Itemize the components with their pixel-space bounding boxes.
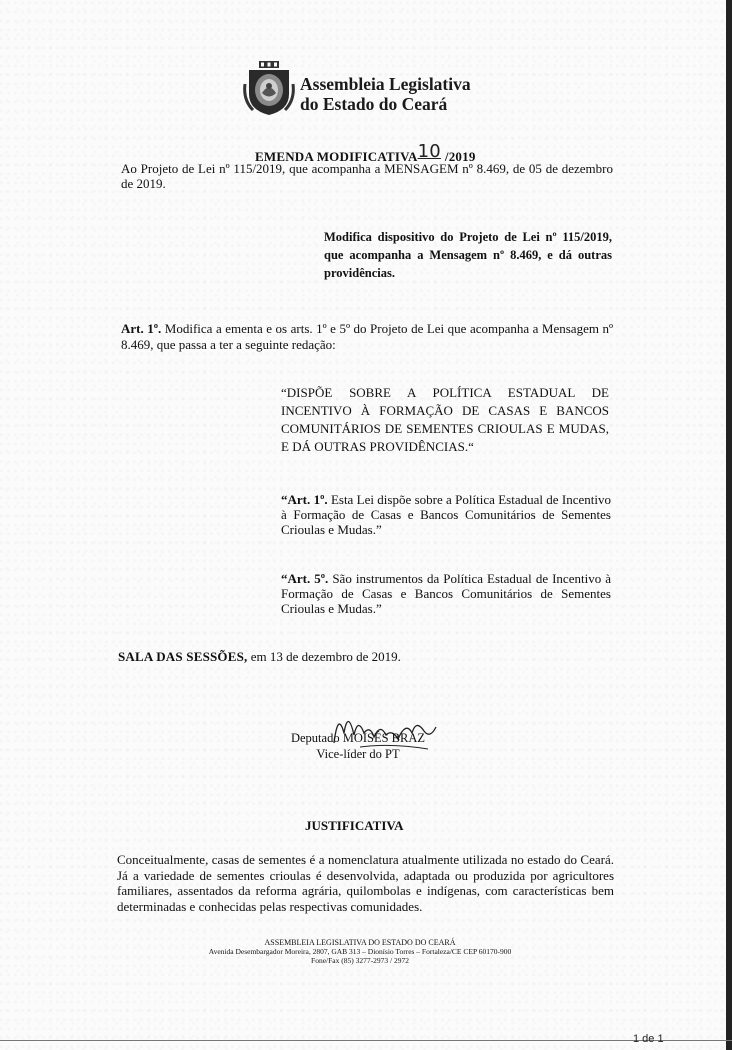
- session-room-date: em 13 de dezembro de 2019.: [247, 649, 401, 664]
- article-1-text: Modifica a ementa e os arts. 1º e 5º do Projeto de Lei que acompanha a Mensagem nº 8.469, que passa a ter a seguinte redação:: [121, 321, 613, 352]
- quoted-ementa: “DISPÕE SOBRE A POLÍTICA ESTADUAL DE INCENTIVO À FORMAÇÃO DE CASAS E BANCOS COMUNITÁRIOS DE SEMENTES CRIOULAS E MUDAS, E DÁ OUTRAS PROVIDÊNCIAS.“: [281, 385, 609, 454]
- footer-line1: ASSEMBLEIA LEGISLATIVA DO ESTADO DO CEARÁ: [264, 938, 456, 947]
- signer-block: [288, 730, 428, 762]
- quoted-article-5-label: “Art. 5º.: [281, 571, 329, 586]
- institution-line2: do Estado do Ceará: [300, 94, 448, 114]
- quoted-article-1: [281, 492, 611, 537]
- footer-line2: Avenida Desembargador Moreira, 2807, GAB 313 – Dionísio Torres – Fortaleza/CE CEP 60170-900: [208, 947, 512, 956]
- amendment-label: EMENDA MODIFICATIVA: [255, 149, 418, 164]
- page-bottom-rule: [0, 1040, 732, 1041]
- quoted-article-1-text: Esta Lei dispõe sobre a Política Estadual de Incentivo à Formação de Casas e Bancos Comunitários de Sementes Crioulas e Mudas.”: [281, 492, 611, 537]
- letterhead: [243, 60, 503, 120]
- justification-title: JUSTIFICATIVA: [305, 818, 404, 833]
- session-room-line: [118, 649, 401, 665]
- scan-edge: [726, 0, 732, 1050]
- amendment-year: /2019: [444, 149, 476, 164]
- institution-name: [300, 74, 471, 114]
- session-room-label: SALA DAS SESSÕES,: [118, 649, 248, 664]
- page-counter: 1 de 1: [633, 1033, 664, 1045]
- justification-text: Conceitualmente, casas de sementes é a nomenclatura atualmente utilizada no estado do Ceará. Já a variedade de sementes crioulas é desenvolvida, adaptada ou produzida por agricultores familiares, assentados da reforma agrária, quilombolas e indígenas, com características bem determinadas e conhecidas pelas respectivas comunidades.: [117, 852, 614, 914]
- page-footer: [165, 938, 555, 965]
- article-1-label: Art. 1º.: [121, 321, 162, 336]
- ementa-summary: Modifica dispositivo do Projeto de Lei nº 115/2019, que acompanha a Mensagem nº 8.469, e dá outras providências.: [324, 230, 612, 280]
- signer-name: Deputado MOISÉS BRAZ: [290, 731, 426, 745]
- quoted-article-5: [281, 571, 611, 616]
- quoted-article-1-label: “Art. 1º.: [281, 492, 328, 507]
- footer-line3: Fone/Fax (85) 3277-2973 / 2972: [311, 956, 409, 965]
- quoted-article-5-text: São instrumentos da Política Estadual de Incentivo à Formação de Casas e Bancos Comunitários de Sementes Crioulas e Mudas.”: [281, 571, 611, 616]
- institution-line1: Assembleia Legislativa: [300, 74, 471, 94]
- signer-role: Vice-líder do PT: [316, 747, 400, 761]
- intro-paragraph: Ao Projeto de Lei nº 115/2019, que acompanha a MENSAGEM nº 8.469, de 05 de dezembro de 2019.: [121, 161, 613, 191]
- amendment-number: 10: [417, 141, 441, 162]
- coat-of-arms-icon: [243, 60, 295, 116]
- article-1-paragraph: [121, 321, 613, 353]
